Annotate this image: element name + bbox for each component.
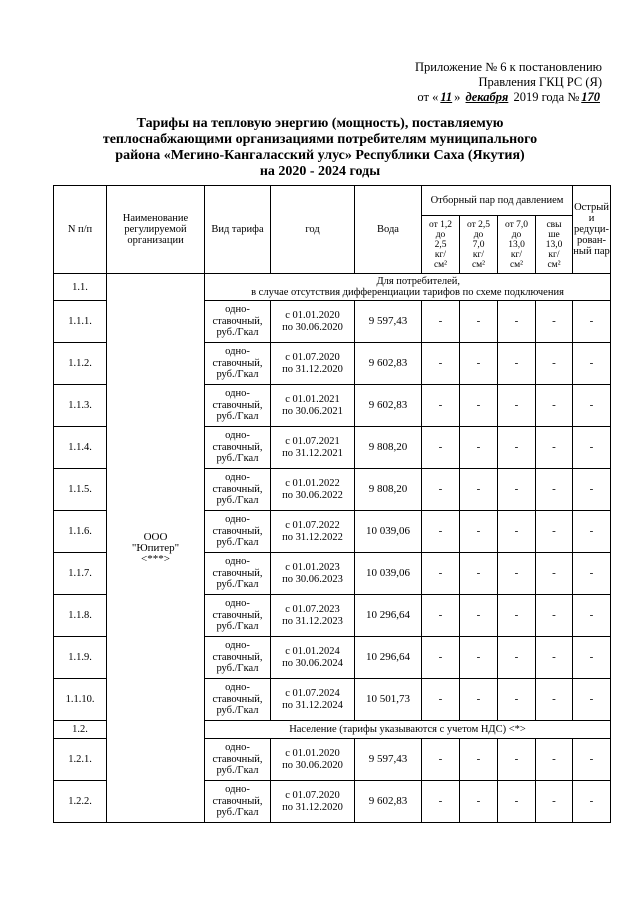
period-to: по 30.06.2020	[282, 759, 343, 771]
tariff-type-line: ставочный,	[212, 441, 263, 453]
empty-value-dash: -	[536, 595, 573, 637]
period	[271, 469, 355, 511]
empty-value-dash: -	[422, 427, 460, 469]
empty-value-dash: -	[422, 679, 460, 721]
empty-value-dash: -	[536, 343, 573, 385]
empty-value-dash: -	[536, 553, 573, 595]
tariff-type-line: руб./Гкал	[216, 453, 259, 465]
document-title	[60, 116, 580, 180]
row-number: 1.2.2.	[54, 781, 107, 823]
period-from: с 01.01.2021	[285, 393, 340, 405]
empty-value-dash: -	[536, 511, 573, 553]
empty-value-dash: -	[422, 301, 460, 343]
empty-value-dash: -	[460, 385, 498, 427]
tariff-type	[205, 511, 271, 553]
tariff-type-line: одно-	[225, 304, 250, 316]
date-mid: »	[454, 90, 461, 104]
section-title-line: Для потребителей,	[376, 276, 461, 287]
header-sharp-line: ный пар	[573, 246, 610, 257]
empty-value-dash: -	[536, 739, 573, 781]
period	[271, 343, 355, 385]
tariff-type	[205, 595, 271, 637]
empty-value-dash: -	[498, 553, 536, 595]
tariff-type-line: ставочный,	[212, 315, 263, 327]
empty-value-dash: -	[536, 427, 573, 469]
period-from: с 01.07.2020	[285, 351, 340, 363]
tariff-type	[205, 427, 271, 469]
row-number: 1.1.5.	[54, 469, 107, 511]
header-steam-col-line: до	[511, 229, 522, 240]
header-steam-col-line: кг/	[510, 249, 523, 260]
tariff-type-line: одно-	[225, 742, 250, 754]
header-steam-col-line: до	[435, 229, 446, 240]
date-prefix: от «	[417, 90, 439, 104]
appendix-line-2: Правления ГКЦ РС (Я)	[478, 75, 602, 89]
period-from: с 01.01.2023	[285, 561, 340, 573]
empty-value-dash: -	[460, 469, 498, 511]
header-steam-col	[422, 216, 460, 274]
header-sharp-line: рован-	[576, 235, 607, 246]
period-from: с 01.07.2022	[285, 519, 340, 531]
header-steam-col-line: см²	[433, 259, 448, 270]
empty-value-dash: -	[498, 301, 536, 343]
empty-value-dash: -	[536, 781, 573, 823]
empty-value-dash: -	[536, 679, 573, 721]
empty-value-dash: -	[573, 595, 611, 637]
tariff-type-line: одно-	[225, 682, 250, 694]
table-body	[54, 274, 611, 823]
title-line-2: теплоснабжающими организациями потребителям муниципального	[102, 132, 538, 147]
empty-value-dash: -	[498, 781, 536, 823]
tariff-type	[205, 781, 271, 823]
header-steam-col-line: ше	[548, 229, 560, 240]
tariff-type-line: ставочный,	[212, 399, 263, 411]
row-number: 1.1.4.	[54, 427, 107, 469]
tariff-type-line: ставочный,	[212, 525, 263, 537]
tariff-type-line: ставочный,	[212, 609, 263, 621]
row-number: 1.1.8.	[54, 595, 107, 637]
tariff-type-line: руб./Гкал	[216, 705, 259, 717]
water-tariff: 10 501,73	[355, 679, 422, 721]
tariff-type-line: руб./Гкал	[216, 327, 259, 339]
period	[271, 595, 355, 637]
water-tariff: 9 597,43	[355, 739, 422, 781]
empty-value-dash: -	[536, 637, 573, 679]
date-day: 11	[440, 90, 453, 104]
empty-value-dash: -	[422, 553, 460, 595]
header-steam-col	[498, 216, 536, 274]
period-to: по 30.06.2024	[282, 657, 343, 669]
period	[271, 301, 355, 343]
section-row	[54, 274, 611, 301]
empty-value-dash: -	[573, 739, 611, 781]
empty-value-dash: -	[460, 427, 498, 469]
period-from: с 01.01.2020	[285, 309, 340, 321]
tariff-type	[205, 343, 271, 385]
empty-value-dash: -	[573, 511, 611, 553]
tariff-type-line: руб./Гкал	[216, 495, 259, 507]
section-title	[205, 274, 611, 301]
tariff-type	[205, 469, 271, 511]
empty-value-dash: -	[422, 739, 460, 781]
tariff-type-line: одно-	[225, 472, 250, 484]
period-to: по 31.12.2022	[282, 531, 343, 543]
date-year: 2019 года №	[513, 90, 580, 104]
row-number: 1.1.10.	[54, 679, 107, 721]
period-from: с 01.07.2024	[285, 687, 340, 699]
header-water: Вода	[355, 186, 422, 274]
period	[271, 385, 355, 427]
header-steam-col-line: от 7,0	[504, 219, 529, 230]
period-from: с 01.01.2024	[285, 645, 340, 657]
empty-value-dash: -	[573, 679, 611, 721]
empty-value-dash: -	[498, 511, 536, 553]
empty-value-dash: -	[422, 781, 460, 823]
water-tariff: 9 602,83	[355, 385, 422, 427]
header-type: Вид тарифа	[205, 186, 271, 274]
tariff-type-line: одно-	[225, 640, 250, 652]
header-steam-col-line: от 2,5	[466, 219, 491, 230]
tariff-type-line: ставочный,	[212, 693, 263, 705]
water-tariff: 9 602,83	[355, 781, 422, 823]
tariff-type-line: руб./Гкал	[216, 765, 259, 777]
empty-value-dash: -	[573, 385, 611, 427]
empty-value-dash: -	[573, 427, 611, 469]
empty-value-dash: -	[460, 679, 498, 721]
empty-value-dash: -	[460, 637, 498, 679]
tariff-type-line: ставочный,	[212, 483, 263, 495]
header-org: Наименование регулируемой организации	[107, 186, 205, 274]
row-number: 1.1.9.	[54, 637, 107, 679]
header-steam-col-line: 2,5	[434, 239, 447, 250]
header-year: год	[271, 186, 355, 274]
water-tariff: 9 808,20	[355, 427, 422, 469]
header-steam-col-line: от 1,2	[428, 219, 453, 230]
header-sharp-steam	[573, 186, 611, 274]
tariff-type-line: одно-	[225, 514, 250, 526]
empty-value-dash: -	[422, 469, 460, 511]
header-sharp-line: и	[588, 213, 595, 224]
tariff-type-line: руб./Гкал	[216, 369, 259, 381]
row-number: 1.1.6.	[54, 511, 107, 553]
header-steam-col-line: 7,0	[472, 239, 485, 250]
tariff-type-line: руб./Гкал	[216, 537, 259, 549]
row-number: 1.1.2.	[54, 343, 107, 385]
empty-value-dash: -	[573, 637, 611, 679]
empty-value-dash: -	[573, 781, 611, 823]
date-number: 170	[581, 90, 600, 104]
tariff-type-line: одно-	[225, 430, 250, 442]
header-steam-col-line: свы	[546, 219, 562, 230]
tariff-type	[205, 553, 271, 595]
period	[271, 739, 355, 781]
empty-value-dash: -	[498, 637, 536, 679]
period	[271, 553, 355, 595]
period	[271, 427, 355, 469]
period	[271, 511, 355, 553]
period-from: с 01.07.2020	[285, 789, 340, 801]
period-to: по 31.12.2021	[282, 447, 343, 459]
title-line-1: Тарифы на тепловую энергию (мощность), поставляемую	[136, 116, 504, 131]
water-tariff: 10 039,06	[355, 553, 422, 595]
empty-value-dash: -	[422, 637, 460, 679]
appendix-line-1: Приложение № 6 к постановлению	[415, 60, 602, 74]
header-steam-col	[536, 216, 573, 274]
period-from: с 01.07.2021	[285, 435, 340, 447]
header-steam-col-line: до	[473, 229, 484, 240]
section-title-line: в случае отсутствия дифференциации тарифов по схеме подключения	[251, 287, 564, 298]
header-steam-col-line: см²	[509, 259, 524, 270]
tariff-type-line: одно-	[225, 784, 250, 796]
organization-name-line: ООО	[143, 530, 168, 543]
empty-value-dash: -	[460, 595, 498, 637]
organization-name-line: "Юпитер"	[131, 541, 180, 554]
empty-value-dash: -	[422, 385, 460, 427]
empty-value-dash: -	[422, 595, 460, 637]
period-to: по 31.12.2020	[282, 801, 343, 813]
header-steam-col-line: кг/	[472, 249, 485, 260]
tariff-type-line: одно-	[225, 388, 250, 400]
title-line-3: района «Мегино-Кангаласский улус» Республики Саха (Якутия)	[115, 148, 525, 163]
tariff-type	[205, 739, 271, 781]
header-steam-col	[460, 216, 498, 274]
row-number: 1.1.3.	[54, 385, 107, 427]
row-number: 1.2.1.	[54, 739, 107, 781]
title-line-4: на 2020 - 2024 годы	[259, 164, 381, 179]
tariff-type-line: руб./Гкал	[216, 411, 259, 423]
row-number: 1.1.1.	[54, 301, 107, 343]
water-tariff: 9 808,20	[355, 469, 422, 511]
row-number: 1.1.7.	[54, 553, 107, 595]
empty-value-dash: -	[460, 553, 498, 595]
tariff-type-line: одно-	[225, 598, 250, 610]
appendix-header	[415, 60, 602, 105]
period-to: по 30.06.2023	[282, 573, 343, 585]
header-sharp-line: Острый	[574, 202, 609, 213]
period-to: по 31.12.2024	[282, 699, 343, 711]
tariff-type-line: одно-	[225, 556, 250, 568]
tariff-type-line: руб./Гкал	[216, 621, 259, 633]
empty-value-dash: -	[536, 469, 573, 511]
period-from: с 01.01.2022	[285, 477, 340, 489]
empty-value-dash: -	[498, 343, 536, 385]
tariff-type-line: ставочный,	[212, 357, 263, 369]
header-steam-col-line: 13,0	[508, 239, 525, 250]
period	[271, 637, 355, 679]
header-steam-col-line: см²	[547, 259, 561, 270]
tariff-type-line: ставочный,	[212, 795, 263, 807]
organization-name-line: <***>	[141, 552, 170, 565]
table-header	[54, 186, 611, 274]
tariff-type-line: ставочный,	[212, 651, 263, 663]
header-n: N п/п	[54, 186, 107, 274]
header-steam-col-line: кг/	[434, 249, 447, 260]
empty-value-dash: -	[422, 343, 460, 385]
empty-value-dash: -	[460, 343, 498, 385]
section-title: Население (тарифы указываются с учетом НДС) <*>	[205, 721, 611, 739]
header-steam-col-line: см²	[471, 259, 486, 270]
organization-name	[107, 274, 205, 823]
tariff-type-line: руб./Гкал	[216, 663, 259, 675]
tariff-table	[53, 185, 611, 823]
empty-value-dash: -	[460, 739, 498, 781]
section-number: 1.2.	[54, 721, 107, 739]
tariff-type	[205, 637, 271, 679]
period-from: с 01.07.2023	[285, 603, 340, 615]
period-to: по 31.12.2023	[282, 615, 343, 627]
water-tariff: 10 039,06	[355, 511, 422, 553]
empty-value-dash: -	[460, 781, 498, 823]
period-to: по 31.12.2020	[282, 363, 343, 375]
empty-value-dash: -	[573, 553, 611, 595]
empty-value-dash: -	[422, 511, 460, 553]
header-steam-col-line: 13,0	[545, 239, 563, 250]
tariff-type-line: руб./Гкал	[216, 579, 259, 591]
tariff-type-line: одно-	[225, 346, 250, 358]
date-month: декабря	[465, 90, 509, 104]
period-to: по 30.06.2022	[282, 489, 343, 501]
tariff-type-line: ставочный,	[212, 567, 263, 579]
period-to: по 30.06.2021	[282, 405, 343, 417]
tariff-type-line: руб./Гкал	[216, 807, 259, 819]
empty-value-dash: -	[536, 385, 573, 427]
empty-value-dash: -	[498, 385, 536, 427]
empty-value-dash: -	[573, 301, 611, 343]
header-steam: Отборный пар под давлением	[422, 186, 573, 216]
empty-value-dash: -	[573, 343, 611, 385]
empty-value-dash: -	[498, 469, 536, 511]
appendix-date-line	[415, 90, 602, 105]
tariff-type-line: ставочный,	[212, 753, 263, 765]
water-tariff: 9 602,83	[355, 343, 422, 385]
water-tariff: 10 296,64	[355, 637, 422, 679]
tariff-type	[205, 385, 271, 427]
empty-value-dash: -	[460, 511, 498, 553]
header-steam-col-line: кг/	[548, 249, 560, 260]
empty-value-dash: -	[573, 469, 611, 511]
empty-value-dash: -	[498, 427, 536, 469]
water-tariff: 9 597,43	[355, 301, 422, 343]
period-from: с 01.01.2020	[285, 747, 340, 759]
tariff-type	[205, 679, 271, 721]
empty-value-dash: -	[460, 301, 498, 343]
empty-value-dash: -	[498, 679, 536, 721]
tariff-type	[205, 301, 271, 343]
water-tariff: 10 296,64	[355, 595, 422, 637]
period-to: по 30.06.2020	[282, 321, 343, 333]
period	[271, 781, 355, 823]
period	[271, 679, 355, 721]
empty-value-dash: -	[498, 739, 536, 781]
header-sharp-line: редуци-	[573, 224, 610, 235]
empty-value-dash: -	[536, 301, 573, 343]
section-number: 1.1.	[54, 274, 107, 301]
empty-value-dash: -	[498, 595, 536, 637]
